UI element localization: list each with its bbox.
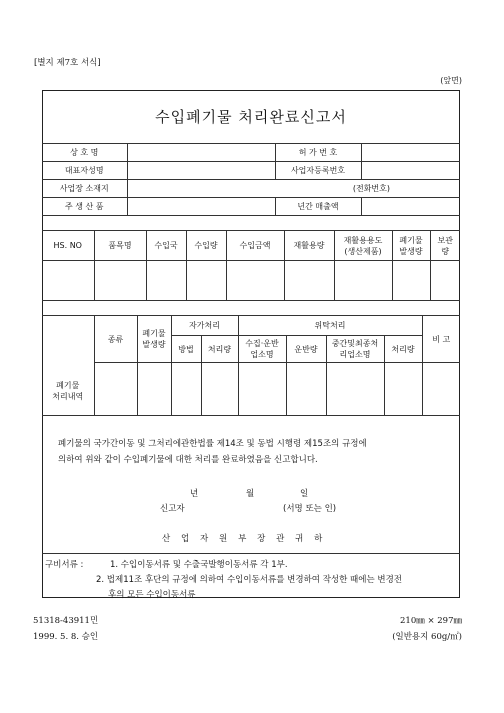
waste-type-cell[interactable]	[94, 363, 137, 416]
required-document-2-continued: 후의 모든 수입이동서류	[108, 590, 196, 600]
company-name-label: 상 호 명	[42, 144, 127, 162]
address-label: 사업장 소재지	[42, 180, 127, 198]
item-name-cell[interactable]	[94, 261, 146, 301]
self-processed-amount-cell[interactable]	[201, 363, 238, 416]
main-product-field[interactable]	[127, 198, 275, 216]
form-title: 수입폐기물 처리완료신고서	[155, 108, 347, 126]
recycling-use-header: 재활용용도 (생산제품)	[334, 231, 392, 261]
permit-number-label: 허 가 번 호	[275, 144, 361, 162]
address-field[interactable]	[127, 180, 460, 198]
required-documents-label: 구비서류 :	[45, 560, 84, 570]
import-value-cell[interactable]	[226, 261, 284, 301]
import-value-header: 수입금액	[226, 231, 284, 261]
representative-label: 대표자성명	[42, 162, 127, 180]
declaration-text	[58, 436, 458, 468]
annual-sales-field[interactable]	[361, 198, 460, 216]
year-label: 년	[190, 489, 199, 499]
paper-size: 210㎜ × 297㎜	[400, 616, 462, 626]
storage-amount-cell[interactable]	[430, 261, 460, 301]
recycled-amount-header: 재활용량	[284, 231, 334, 261]
waste-generated-cell[interactable]	[392, 261, 430, 301]
import-amount-cell[interactable]	[186, 261, 226, 301]
business-reg-no-field[interactable]	[361, 162, 460, 180]
form-number-label: [별지 제7호 서식]	[34, 58, 101, 68]
recycled-amount-cell[interactable]	[284, 261, 334, 301]
business-reg-no-label: 사업자등록번호	[275, 162, 361, 180]
method-header: 방법	[171, 336, 201, 363]
collector-header: 수집·운반 업소명	[238, 336, 286, 363]
day-label: 일	[300, 489, 309, 499]
declaration-line-2: 의하여 위와 같이 수입폐기물에 대한 처리를 완료하였음을 신고합니다.	[58, 455, 318, 465]
consigned-processing-header: 위탁처리	[238, 316, 422, 336]
annual-sales-label: 년간 매출액	[275, 198, 361, 216]
intermediate-final-header: 중간및최종처 리업소명	[326, 336, 384, 363]
disposal-waste-generated-cell[interactable]	[137, 363, 171, 416]
divider	[42, 415, 460, 416]
self-processing-header: 자가처리	[171, 316, 238, 336]
hs-no-header: HS. NO	[42, 231, 94, 261]
form-code: 51318-43911민	[33, 616, 99, 626]
item-name-header: 품목명	[94, 231, 146, 261]
recycling-use-cell[interactable]	[334, 261, 392, 301]
paper-type: (일반용지 60g/㎡)	[392, 632, 462, 642]
consigned-amount-header: 처리량	[384, 336, 422, 363]
approval-date: 1999. 5. 8. 승인	[33, 632, 99, 642]
transport-amount-cell[interactable]	[286, 363, 326, 416]
required-document-2: 2. 법제11조 후단의 규정에 의하여 수입이동서류를 변경하여 작성한 때에는 변경전	[96, 575, 402, 585]
signature-label[interactable]: (서명 또는 인)	[283, 504, 337, 514]
import-amount-header: 수입량	[186, 231, 226, 261]
storage-amount-header: 보관 량	[430, 231, 460, 261]
hs-no-cell[interactable]	[42, 261, 94, 301]
consigned-amount-cell[interactable]	[384, 363, 422, 416]
recipient-label: 산 업 자 원 부 장 관 귀 하	[162, 534, 323, 544]
self-processed-amount-header: 처리량	[201, 336, 238, 363]
month-label: 월	[246, 489, 255, 499]
disposal-details-label: 폐기물 처리내역	[42, 316, 94, 416]
front-page-label: (앞면)	[440, 76, 462, 85]
disposal-table	[42, 315, 460, 416]
representative-field[interactable]	[127, 162, 275, 180]
business-info-table	[42, 143, 460, 216]
disposal-waste-generated-header: 폐기물 발생량	[137, 316, 171, 363]
required-document-1: 1. 수입이동서류 및 수출국발행이동서류 각 1부.	[110, 560, 288, 570]
main-product-label: 주 생 산 품	[42, 198, 127, 216]
permit-number-field[interactable]	[361, 144, 460, 162]
import-country-cell[interactable]	[146, 261, 186, 301]
company-name-field[interactable]	[127, 144, 275, 162]
transport-amount-header: 운반량	[286, 336, 326, 363]
remarks-cell[interactable]	[422, 363, 460, 416]
reporter-label: 신고자	[160, 504, 185, 514]
declaration-line-1: 폐기물의 국가간이동 및 그처리에관한법률 제14조 및 동법 시행령 제15조의 규정에	[58, 439, 367, 449]
collector-cell[interactable]	[238, 363, 286, 416]
import-country-header: 수입국	[146, 231, 186, 261]
divider	[42, 553, 460, 554]
waste-type-header: 종류	[94, 316, 137, 363]
intermediate-final-cell[interactable]	[326, 363, 384, 416]
method-cell[interactable]	[171, 363, 201, 416]
waste-generated-header: 폐기물 발생량	[392, 231, 430, 261]
phone-label: (전화번호)	[352, 184, 390, 193]
remarks-header: 비 고	[422, 316, 460, 363]
import-table	[42, 230, 460, 301]
